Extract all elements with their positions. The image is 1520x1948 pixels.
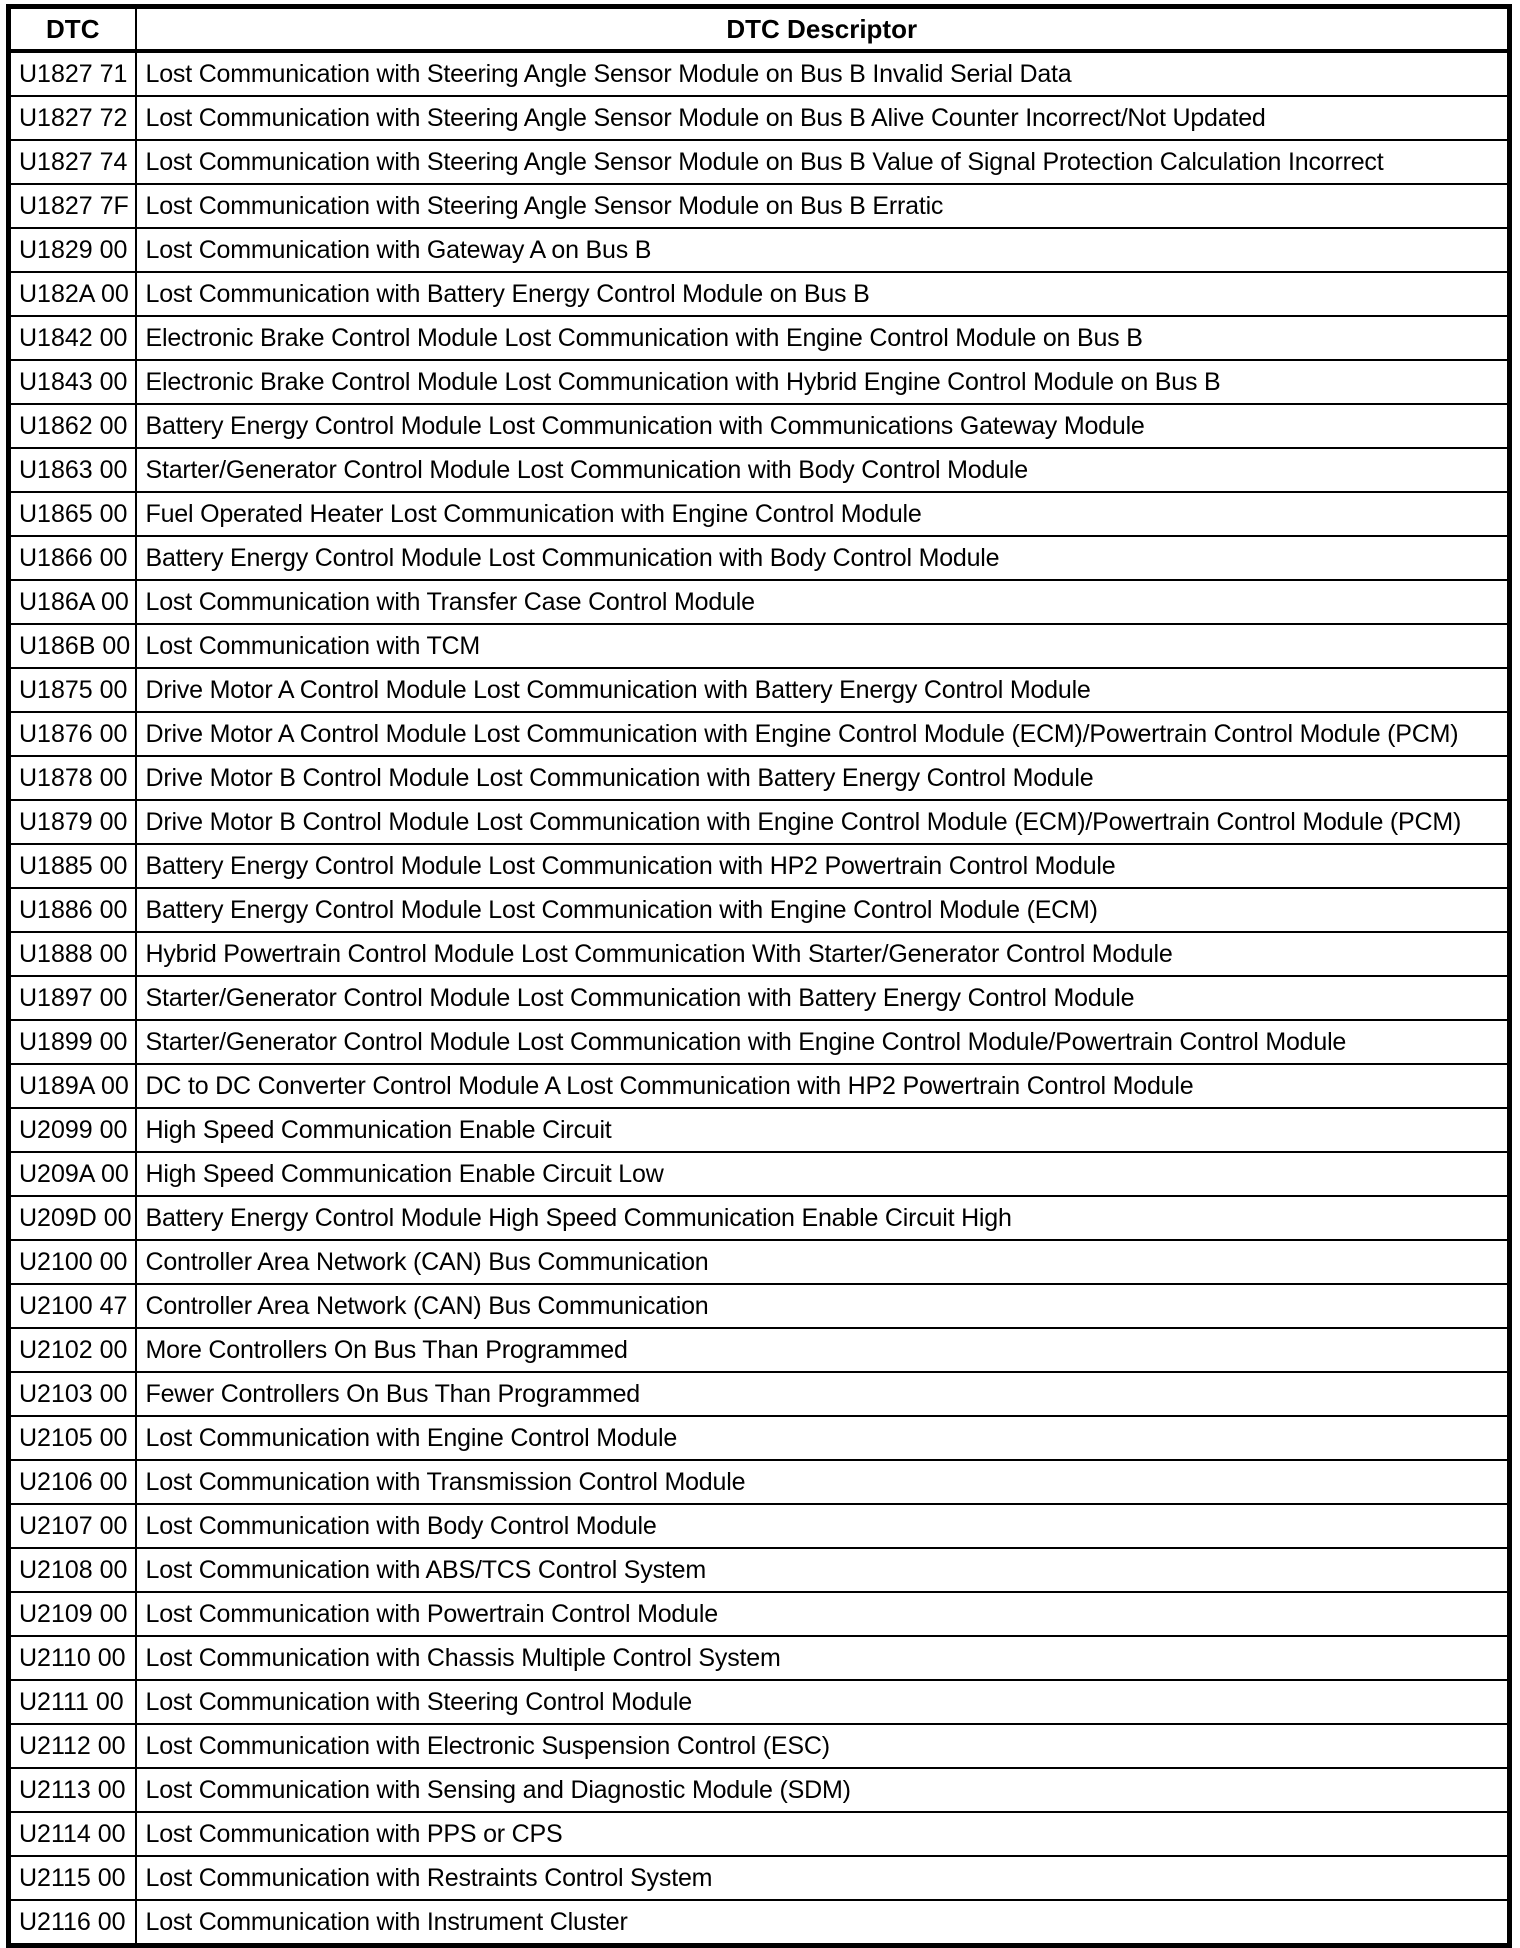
table-row bbox=[9, 1108, 1510, 1152]
table-row bbox=[9, 1504, 1510, 1548]
dtc-descriptor-cell: Lost Communication with Electronic Suspension Control (ESC) bbox=[136, 1724, 1510, 1768]
dtc-descriptor-cell: Drive Motor B Control Module Lost Communication with Battery Energy Control Module bbox=[136, 756, 1510, 800]
dtc-code-cell: U1862 00 bbox=[9, 404, 136, 448]
dtc-descriptor-cell: Lost Communication with Transfer Case Control Module bbox=[136, 580, 1510, 624]
dtc-descriptor-cell: Lost Communication with Steering Angle Sensor Module on Bus B Alive Counter Incorrect/Not Updated bbox=[136, 96, 1510, 140]
dtc-descriptor-cell: More Controllers On Bus Than Programmed bbox=[136, 1328, 1510, 1372]
dtc-code-cell: U2106 00 bbox=[9, 1460, 136, 1504]
dtc-code-cell: U2099 00 bbox=[9, 1108, 136, 1152]
table-row bbox=[9, 404, 1510, 448]
dtc-code-cell: U1879 00 bbox=[9, 800, 136, 844]
dtc-code-cell: U2114 00 bbox=[9, 1812, 136, 1856]
table-row bbox=[9, 800, 1510, 844]
table-row bbox=[9, 932, 1510, 976]
dtc-descriptor-cell: Lost Communication with Steering Angle Sensor Module on Bus B Invalid Serial Data bbox=[136, 51, 1510, 96]
dtc-code-cell: U1865 00 bbox=[9, 492, 136, 536]
dtc-descriptor-cell: Hybrid Powertrain Control Module Lost Communication With Starter/Generator Control Module bbox=[136, 932, 1510, 976]
dtc-code-cell: U1885 00 bbox=[9, 844, 136, 888]
dtc-code-cell: U2111 00 bbox=[9, 1680, 136, 1724]
dtc-code-cell: U2107 00 bbox=[9, 1504, 136, 1548]
dtc-descriptor-cell: High Speed Communication Enable Circuit Low bbox=[136, 1152, 1510, 1196]
table-row bbox=[9, 51, 1510, 96]
dtc-code-cell: U2109 00 bbox=[9, 1592, 136, 1636]
table-row bbox=[9, 976, 1510, 1020]
dtc-code-cell: U1866 00 bbox=[9, 536, 136, 580]
table-row bbox=[9, 184, 1510, 228]
dtc-code-cell: U1897 00 bbox=[9, 976, 136, 1020]
dtc-descriptor-cell: Fewer Controllers On Bus Than Programmed bbox=[136, 1372, 1510, 1416]
dtc-descriptor-cell: Lost Communication with TCM bbox=[136, 624, 1510, 668]
column-header-dtc: DTC bbox=[9, 7, 136, 52]
dtc-descriptor-cell: Lost Communication with Instrument Cluster bbox=[136, 1900, 1510, 1946]
dtc-descriptor-cell: Controller Area Network (CAN) Bus Communication bbox=[136, 1284, 1510, 1328]
header-row bbox=[9, 7, 1510, 52]
dtc-code-cell: U1878 00 bbox=[9, 756, 136, 800]
table-row bbox=[9, 668, 1510, 712]
table-row bbox=[9, 844, 1510, 888]
table-row bbox=[9, 1900, 1510, 1946]
dtc-code-cell: U1843 00 bbox=[9, 360, 136, 404]
dtc-descriptor-cell: Lost Communication with Body Control Module bbox=[136, 1504, 1510, 1548]
dtc-descriptor-cell: Electronic Brake Control Module Lost Communication with Hybrid Engine Control Module on Bus B bbox=[136, 360, 1510, 404]
dtc-descriptor-cell: Drive Motor A Control Module Lost Communication with Battery Energy Control Module bbox=[136, 668, 1510, 712]
dtc-descriptor-cell: Lost Communication with PPS or CPS bbox=[136, 1812, 1510, 1856]
table-row bbox=[9, 96, 1510, 140]
dtc-code-cell: U2100 00 bbox=[9, 1240, 136, 1284]
dtc-descriptor-cell: Lost Communication with Transmission Control Module bbox=[136, 1460, 1510, 1504]
dtc-code-cell: U186A 00 bbox=[9, 580, 136, 624]
dtc-descriptor-cell: Lost Communication with Steering Angle Sensor Module on Bus B Value of Signal Protection Calculation Incorrect bbox=[136, 140, 1510, 184]
table-row bbox=[9, 1856, 1510, 1900]
dtc-descriptor-cell: Lost Communication with Engine Control Module bbox=[136, 1416, 1510, 1460]
dtc-code-cell: U189A 00 bbox=[9, 1064, 136, 1108]
dtc-code-cell: U2100 47 bbox=[9, 1284, 136, 1328]
dtc-code-cell: U2116 00 bbox=[9, 1900, 136, 1946]
table-row bbox=[9, 272, 1510, 316]
dtc-descriptor-cell: Drive Motor A Control Module Lost Communication with Engine Control Module (ECM)/Powertrain Control Module (PCM) bbox=[136, 712, 1510, 756]
dtc-descriptor-cell: Electronic Brake Control Module Lost Communication with Engine Control Module on Bus B bbox=[136, 316, 1510, 360]
table-row bbox=[9, 1240, 1510, 1284]
column-header-dtc-descriptor: DTC Descriptor bbox=[136, 7, 1510, 52]
dtc-code-cell: U1827 7F bbox=[9, 184, 136, 228]
dtc-table-header bbox=[9, 7, 1510, 52]
dtc-descriptor-cell: Lost Communication with Steering Angle Sensor Module on Bus B Erratic bbox=[136, 184, 1510, 228]
dtc-code-cell: U1863 00 bbox=[9, 448, 136, 492]
table-row bbox=[9, 580, 1510, 624]
dtc-descriptor-cell: Lost Communication with ABS/TCS Control System bbox=[136, 1548, 1510, 1592]
table-row bbox=[9, 1372, 1510, 1416]
table-row bbox=[9, 1636, 1510, 1680]
dtc-descriptor-cell: Lost Communication with Steering Control Module bbox=[136, 1680, 1510, 1724]
dtc-code-cell: U1888 00 bbox=[9, 932, 136, 976]
table-row bbox=[9, 228, 1510, 272]
dtc-code-cell: U1829 00 bbox=[9, 228, 136, 272]
dtc-code-cell: U2108 00 bbox=[9, 1548, 136, 1592]
dtc-descriptor-cell: Fuel Operated Heater Lost Communication with Engine Control Module bbox=[136, 492, 1510, 536]
table-row bbox=[9, 1548, 1510, 1592]
dtc-code-cell: U1899 00 bbox=[9, 1020, 136, 1064]
table-row bbox=[9, 492, 1510, 536]
table-row bbox=[9, 1152, 1510, 1196]
table-row bbox=[9, 1328, 1510, 1372]
dtc-code-cell: U1827 71 bbox=[9, 51, 136, 96]
dtc-descriptor-cell: High Speed Communication Enable Circuit bbox=[136, 1108, 1510, 1152]
dtc-code-cell: U1827 74 bbox=[9, 140, 136, 184]
table-row bbox=[9, 712, 1510, 756]
table-row bbox=[9, 1284, 1510, 1328]
table-row bbox=[9, 448, 1510, 492]
dtc-descriptor-cell: Starter/Generator Control Module Lost Communication with Engine Control Module/Powertrain Control Module bbox=[136, 1020, 1510, 1064]
dtc-code-cell: U182A 00 bbox=[9, 272, 136, 316]
dtc-code-cell: U1827 72 bbox=[9, 96, 136, 140]
dtc-code-cell: U1876 00 bbox=[9, 712, 136, 756]
dtc-code-cell: U2115 00 bbox=[9, 1856, 136, 1900]
table-row bbox=[9, 316, 1510, 360]
dtc-code-cell: U2102 00 bbox=[9, 1328, 136, 1372]
dtc-descriptor-cell: Battery Energy Control Module Lost Communication with Engine Control Module (ECM) bbox=[136, 888, 1510, 932]
table-row bbox=[9, 1592, 1510, 1636]
dtc-descriptor-cell: Starter/Generator Control Module Lost Communication with Body Control Module bbox=[136, 448, 1510, 492]
table-row bbox=[9, 1812, 1510, 1856]
dtc-code-cell: U186B 00 bbox=[9, 624, 136, 668]
table-row bbox=[9, 1020, 1510, 1064]
table-row bbox=[9, 1768, 1510, 1812]
table-row bbox=[9, 624, 1510, 668]
dtc-descriptor-cell: Starter/Generator Control Module Lost Communication with Battery Energy Control Module bbox=[136, 976, 1510, 1020]
dtc-descriptor-cell: DC to DC Converter Control Module A Lost Communication with HP2 Powertrain Control Module bbox=[136, 1064, 1510, 1108]
dtc-descriptor-cell: Lost Communication with Chassis Multiple Control System bbox=[136, 1636, 1510, 1680]
dtc-code-cell: U2112 00 bbox=[9, 1724, 136, 1768]
dtc-code-cell: U209D 00 bbox=[9, 1196, 136, 1240]
dtc-descriptor-cell: Lost Communication with Gateway A on Bus B bbox=[136, 228, 1510, 272]
dtc-descriptor-cell: Drive Motor B Control Module Lost Communication with Engine Control Module (ECM)/Powertrain Control Module (PCM) bbox=[136, 800, 1510, 844]
dtc-code-cell: U1886 00 bbox=[9, 888, 136, 932]
dtc-descriptor-cell: Lost Communication with Sensing and Diagnostic Module (SDM) bbox=[136, 1768, 1510, 1812]
dtc-code-cell: U2105 00 bbox=[9, 1416, 136, 1460]
dtc-code-cell: U2110 00 bbox=[9, 1636, 136, 1680]
dtc-code-cell: U2113 00 bbox=[9, 1768, 136, 1812]
dtc-descriptor-cell: Lost Communication with Powertrain Control Module bbox=[136, 1592, 1510, 1636]
dtc-descriptor-cell: Battery Energy Control Module Lost Communication with HP2 Powertrain Control Module bbox=[136, 844, 1510, 888]
table-row bbox=[9, 1460, 1510, 1504]
dtc-descriptor-cell: Lost Communication with Battery Energy Control Module on Bus B bbox=[136, 272, 1510, 316]
table-row bbox=[9, 536, 1510, 580]
dtc-table bbox=[6, 4, 1512, 1948]
dtc-code-cell: U1842 00 bbox=[9, 316, 136, 360]
table-row bbox=[9, 756, 1510, 800]
dtc-descriptor-cell: Lost Communication with Restraints Control System bbox=[136, 1856, 1510, 1900]
dtc-descriptor-cell: Controller Area Network (CAN) Bus Communication bbox=[136, 1240, 1510, 1284]
table-row bbox=[9, 1416, 1510, 1460]
dtc-descriptor-cell: Battery Energy Control Module Lost Communication with Communications Gateway Module bbox=[136, 404, 1510, 448]
dtc-descriptor-cell: Battery Energy Control Module Lost Communication with Body Control Module bbox=[136, 536, 1510, 580]
table-row bbox=[9, 888, 1510, 932]
dtc-code-cell: U209A 00 bbox=[9, 1152, 136, 1196]
table-row bbox=[9, 360, 1510, 404]
table-row bbox=[9, 1064, 1510, 1108]
table-row bbox=[9, 1196, 1510, 1240]
dtc-descriptor-cell: Battery Energy Control Module High Speed Communication Enable Circuit High bbox=[136, 1196, 1510, 1240]
table-row bbox=[9, 1680, 1510, 1724]
dtc-code-cell: U1875 00 bbox=[9, 668, 136, 712]
table-row bbox=[9, 140, 1510, 184]
dtc-code-cell: U2103 00 bbox=[9, 1372, 136, 1416]
dtc-table-body bbox=[9, 51, 1510, 1946]
table-row bbox=[9, 1724, 1510, 1768]
